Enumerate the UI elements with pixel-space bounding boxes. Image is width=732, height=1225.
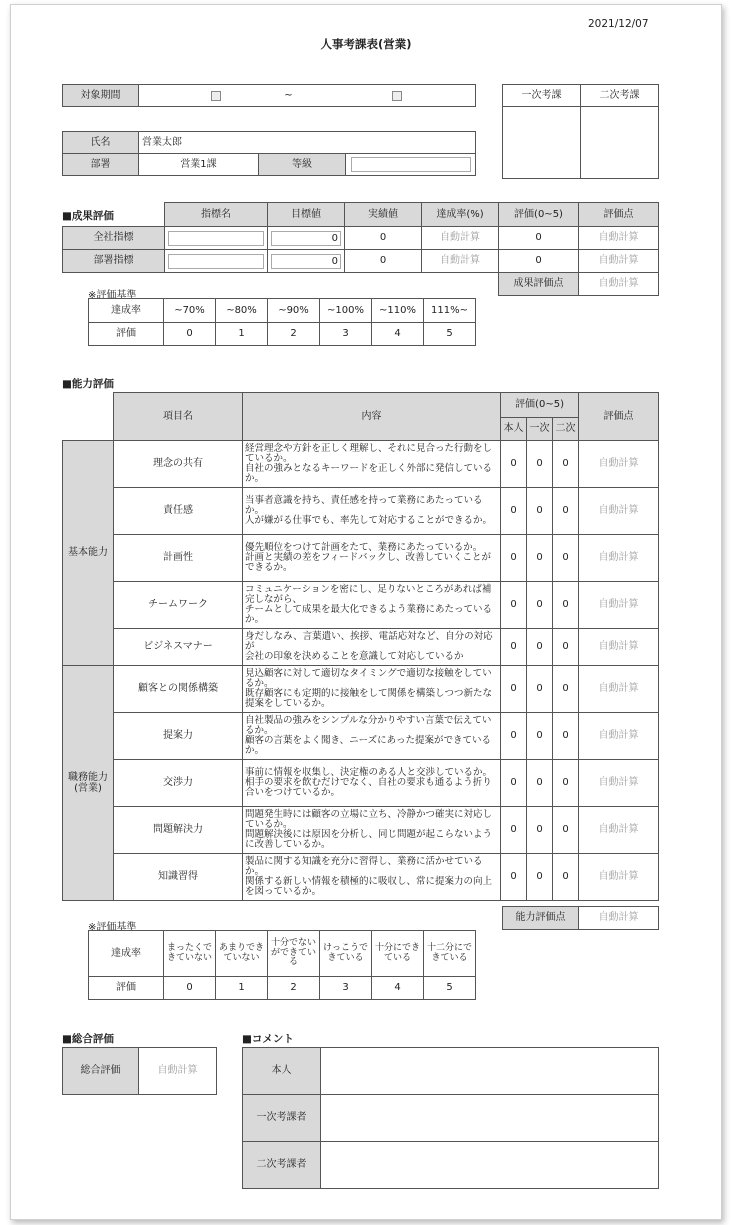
ability-col-item: 項目名 — [114, 393, 243, 441]
criteria-rate: ~110% — [372, 299, 424, 323]
criteria-score: 0 — [164, 323, 216, 346]
results-criteria-table — [88, 298, 476, 346]
results-table — [62, 202, 659, 296]
criteria-level: まったくできていない — [164, 931, 216, 977]
ability-item-name: 理念の共有 — [114, 441, 243, 488]
first-score[interactable]: 0 — [527, 582, 553, 629]
period-start-cell[interactable] — [139, 85, 259, 107]
second-score[interactable]: 0 — [553, 582, 579, 629]
table-row — [63, 854, 659, 901]
comment-heading: ■コメント — [242, 1033, 294, 1045]
ability-item-content: 見込顧客に対して適切なタイミングで適切な接触をしているか。 既存顧客にも定期的に接触をして関係を構築しつつ新たな提案をしているか。 — [243, 666, 501, 713]
second-score[interactable]: 0 — [553, 488, 579, 535]
table-row — [63, 760, 659, 807]
overall-auto: 自動計算 — [139, 1048, 217, 1095]
ability-item-content: 当事者意識を持ち、責任感を持って業務にあたっているか。 人が嫌がる仕事でも、率先して対応することができるか。 — [243, 488, 501, 535]
comment-second-label: 二次考課者 — [243, 1142, 321, 1189]
actual-value[interactable]: 0 — [345, 227, 422, 250]
ability-item-name: 交渉力 — [114, 760, 243, 807]
self-score[interactable]: 0 — [501, 854, 527, 901]
criteria-rate: ~80% — [216, 299, 268, 323]
first-score[interactable]: 0 — [527, 854, 553, 901]
results-col-points: 評価点 — [579, 203, 659, 227]
second-score[interactable]: 0 — [553, 760, 579, 807]
first-score[interactable]: 0 — [527, 629, 553, 666]
ability-points-auto: 自動計算 — [579, 629, 659, 666]
ability-total-label: 能力評価点 — [503, 907, 579, 930]
ability-item-content: 身だしなみ、言葉遣い、挨拶、電話応対など、自分の対応が 会社の印象を決めることを意識して対応しているか — [243, 629, 501, 666]
criteria-rate: ~90% — [268, 299, 320, 323]
ability-item-content: 製品に関する知識を充分に習得し、業務に活かせているか。 関係する新しい情報を積極的に吸収し、常に提案力の向上を図っているか。 — [243, 854, 501, 901]
grade-value[interactable] — [346, 154, 476, 176]
points-auto: 自動計算 — [579, 227, 659, 250]
results-col-target: 目標値 — [268, 203, 345, 227]
ability-col-second: 二次 — [553, 418, 579, 441]
first-approver-stamp[interactable] — [503, 107, 581, 179]
first-approver-label: 一次考課 — [503, 85, 581, 107]
ability-points-auto: 自動計算 — [579, 666, 659, 713]
ability-points-auto: 自動計算 — [579, 713, 659, 760]
ability-points-auto: 自動計算 — [579, 854, 659, 901]
target-input[interactable]: 0 — [268, 227, 345, 250]
score-value[interactable]: 0 — [499, 227, 579, 250]
ability-item-name: チームワーク — [114, 582, 243, 629]
period-table — [62, 84, 476, 107]
criteria-score: 2 — [268, 323, 320, 346]
criteria-level: 十分にできている — [372, 931, 424, 977]
table-row — [63, 629, 659, 666]
ability-points-auto: 自動計算 — [579, 582, 659, 629]
name-value[interactable]: 営業太郎 — [139, 132, 476, 154]
second-approver-stamp[interactable] — [581, 107, 659, 179]
results-row-label: 部署指標 — [63, 250, 165, 273]
criteria-score: 0 — [164, 977, 216, 1000]
rate-auto: 自動計算 — [422, 227, 499, 250]
ability-item-name: 責任感 — [114, 488, 243, 535]
results-col-rate: 達成率(%) — [422, 203, 499, 227]
criteria-level: 十二分にできている — [424, 931, 476, 977]
criteria-score: 5 — [424, 977, 476, 1000]
self-score[interactable]: 0 — [501, 807, 527, 854]
table-row — [63, 535, 659, 582]
criteria-level: けっこうできている — [320, 931, 372, 977]
criteria-score: 1 — [216, 977, 268, 1000]
criteria-rate-label: 達成率 — [89, 299, 164, 323]
ability-total-auto: 自動計算 — [579, 907, 659, 930]
criteria-score: 4 — [372, 977, 424, 1000]
criteria-score: 3 — [320, 323, 372, 346]
self-score[interactable]: 0 — [501, 488, 527, 535]
overall-heading: ■総合評価 — [62, 1033, 114, 1045]
ability-col-points: 評価点 — [579, 393, 659, 441]
criteria-rate: ~100% — [320, 299, 372, 323]
ability-criteria-note: ※評価基準 — [88, 922, 137, 933]
second-approver-label: 二次考課 — [581, 85, 659, 107]
actual-value[interactable]: 0 — [345, 250, 422, 273]
period-tilde: ~ — [259, 85, 319, 107]
criteria-level: 十分でないができている — [268, 931, 320, 977]
ability-group-label: 基本能力 — [63, 441, 114, 666]
second-score[interactable]: 0 — [553, 854, 579, 901]
grade-label: 等級 — [259, 154, 346, 176]
first-score[interactable]: 0 — [527, 666, 553, 713]
points-auto: 自動計算 — [579, 250, 659, 273]
table-row — [63, 713, 659, 760]
overall-label: 総合評価 — [63, 1048, 139, 1095]
indicator-name-input[interactable] — [165, 227, 268, 250]
calendar-icon[interactable] — [392, 91, 402, 101]
first-score[interactable]: 0 — [527, 535, 553, 582]
ability-points-auto: 自動計算 — [579, 441, 659, 488]
name-label: 氏名 — [63, 132, 139, 154]
ability-item-content: 問題発生時には顧客の立場に立ち、冷静かつ確実に対応しているか。 問題解決後には原因を分析し、同じ問題が起こらないように改善しているか。 — [243, 807, 501, 854]
document-date: 2021/12/07 — [588, 18, 649, 30]
first-score[interactable]: 0 — [527, 441, 553, 488]
self-score[interactable]: 0 — [501, 582, 527, 629]
self-score[interactable]: 0 — [501, 666, 527, 713]
ability-item-name: 知識習得 — [114, 854, 243, 901]
self-score[interactable]: 0 — [501, 441, 527, 488]
ability-heading: ■能力評価 — [62, 378, 114, 390]
approver-table — [502, 84, 659, 179]
first-score[interactable]: 0 — [527, 760, 553, 807]
ability-points-auto: 自動計算 — [579, 807, 659, 854]
table-row — [63, 582, 659, 629]
results-col-score: 評価(0~5) — [499, 203, 579, 227]
dept-label: 部署 — [63, 154, 139, 176]
ability-total-table — [502, 906, 659, 930]
calendar-icon[interactable] — [211, 91, 221, 101]
criteria-score: 3 — [320, 977, 372, 1000]
ability-item-content: 経営理念や方針を正しく理解し、それに見合った行動をしているか。 自社の強みとなるキーワードを正しく外部に発信しているか。 — [243, 441, 501, 488]
criteria-score-label: 評価 — [89, 323, 164, 346]
ability-col-eval: 評価(0~5) — [501, 393, 579, 418]
first-score[interactable]: 0 — [527, 713, 553, 760]
ability-item-name: 提案力 — [114, 713, 243, 760]
first-score[interactable]: 0 — [527, 807, 553, 854]
second-score[interactable]: 0 — [553, 807, 579, 854]
comment-first-input[interactable] — [321, 1095, 659, 1142]
table-row — [63, 488, 659, 535]
comment-second-input[interactable] — [321, 1142, 659, 1189]
ability-item-name: 計画性 — [114, 535, 243, 582]
second-score[interactable]: 0 — [553, 713, 579, 760]
first-score[interactable]: 0 — [527, 488, 553, 535]
person-table — [62, 131, 476, 176]
target-input[interactable]: 0 — [268, 250, 345, 273]
criteria-score: 5 — [424, 323, 476, 346]
criteria-score: 1 — [216, 323, 268, 346]
self-score[interactable]: 0 — [501, 535, 527, 582]
rate-auto: 自動計算 — [422, 250, 499, 273]
ability-item-name: ビジネスマナー — [114, 629, 243, 666]
results-total-label: 成果評価点 — [499, 273, 579, 296]
second-score[interactable]: 0 — [553, 441, 579, 488]
period-label: 対象期間 — [63, 85, 139, 107]
second-score[interactable]: 0 — [553, 666, 579, 713]
ability-points-auto: 自動計算 — [579, 760, 659, 807]
comment-first-label: 一次考課者 — [243, 1095, 321, 1142]
table-row — [63, 227, 659, 250]
overall-table — [62, 1047, 217, 1095]
criteria-score-label: 評価 — [89, 977, 164, 1000]
criteria-rate: 111%~ — [424, 299, 476, 323]
comment-table — [242, 1047, 659, 1189]
results-total-auto: 自動計算 — [579, 273, 659, 296]
criteria-score: 2 — [268, 977, 320, 1000]
criteria-rate-label: 達成率 — [89, 931, 164, 977]
results-criteria-note: ※評価基準 — [88, 290, 137, 301]
ability-item-content: 事前に情報を収集し、決定権のある人と交渉しているか。 相手の要求を飲むだけでなく、自社の要求も通るよう折り合いをつけているか。 — [243, 760, 501, 807]
table-row — [63, 250, 659, 273]
ability-table — [62, 392, 659, 924]
ability-criteria-table — [88, 930, 476, 1000]
dept-value[interactable]: 営業1課 — [139, 154, 259, 176]
self-score[interactable]: 0 — [501, 713, 527, 760]
ability-col-self: 本人 — [501, 418, 527, 441]
score-value[interactable]: 0 — [499, 250, 579, 273]
ability-col-first: 一次 — [527, 418, 553, 441]
indicator-name-input[interactable] — [165, 250, 268, 273]
results-col-name: 指標名 — [165, 203, 268, 227]
criteria-level: あまりできていない — [216, 931, 268, 977]
second-score[interactable]: 0 — [553, 629, 579, 666]
ability-item-name: 問題解決力 — [114, 807, 243, 854]
ability-group-label: 職務能力 (営業) — [63, 666, 114, 901]
ability-points-auto: 自動計算 — [579, 488, 659, 535]
ability-item-content: 優先順位をつけて計画をたて、業務にあたっているか。 計画と実績の差をフィードバックし、改善していくことができるか。 — [243, 535, 501, 582]
results-heading: ■成果評価 — [62, 210, 114, 222]
comment-self-label: 本人 — [243, 1048, 321, 1095]
second-score[interactable]: 0 — [553, 535, 579, 582]
ability-col-content: 内容 — [243, 393, 501, 441]
document-title: 人事考課表(営業) — [320, 37, 412, 51]
criteria-rate: ~70% — [164, 299, 216, 323]
ability-points-auto: 自動計算 — [579, 535, 659, 582]
results-row-label: 全社指標 — [63, 227, 165, 250]
table-row — [63, 666, 659, 713]
self-score[interactable]: 0 — [501, 629, 527, 666]
table-row — [63, 441, 659, 488]
criteria-score: 4 — [372, 323, 424, 346]
results-col-actual: 実績値 — [345, 203, 422, 227]
period-end-cell[interactable] — [319, 85, 476, 107]
ability-item-content: コミュニケーションを密にし、足りないところがあれば補完しながら、 チームとして成果を最大化できるよう業務にあたっているか。 — [243, 582, 501, 629]
ability-item-content: 自社製品の強みをシンプルな分かりやすい言葉で伝えているか。 顧客の言葉をよく聞き、ニーズにあった提案ができているか。 — [243, 713, 501, 760]
table-row — [63, 807, 659, 854]
ability-item-name: 顧客との関係構築 — [114, 666, 243, 713]
self-score[interactable]: 0 — [501, 760, 527, 807]
comment-self-input[interactable] — [321, 1048, 659, 1095]
